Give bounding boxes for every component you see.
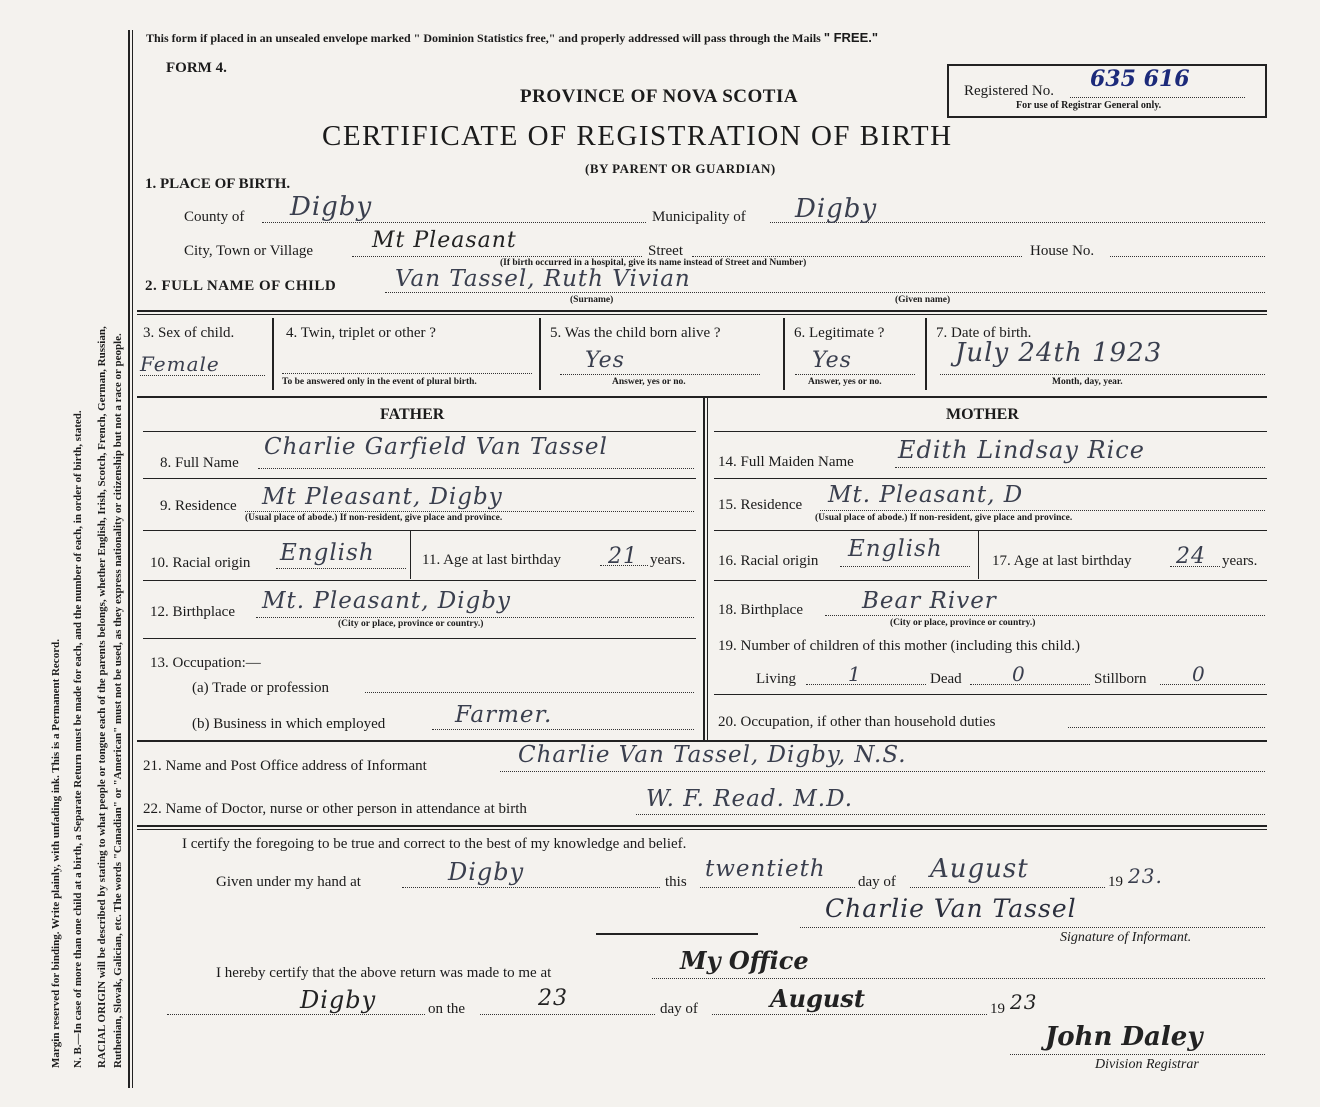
- divider-4: [137, 825, 1267, 827]
- margin-note-racial-origin-2: Ruthenian, Slovak, Galician, etc. The words "Canadian" or "American" must not be used, as they express nationality or citizenship but not a race or people.: [112, 333, 124, 1068]
- cert-year-prefix: 19: [1108, 874, 1123, 890]
- sex-value: Female: [140, 352, 220, 376]
- father-heading: FATHER: [380, 406, 445, 423]
- mother-heading: MOTHER: [946, 406, 1019, 423]
- registrar-signature-line: [1010, 1054, 1265, 1055]
- registrar-day-line: [480, 1014, 655, 1015]
- living-label: Living: [756, 671, 796, 687]
- father-row-rule-4: [143, 638, 696, 639]
- county-value: Digby: [290, 192, 373, 222]
- children-count-label: 19. Number of children of this mother (including this child.): [718, 638, 1081, 654]
- doctor-label: 22. Name of Doctor, nurse or other person in attendance at birth: [143, 801, 527, 817]
- surname-note: (Surname): [570, 295, 614, 305]
- father-trade-line: [365, 692, 694, 693]
- legitimate-note: Answer, yes or no.: [808, 377, 882, 387]
- father-birthplace-line: [256, 617, 694, 618]
- dob-label: 7. Date of birth.: [936, 325, 1032, 341]
- registrar-place-line: [167, 1014, 425, 1015]
- parents-divider-1: [703, 396, 705, 740]
- father-residence-line: [245, 511, 694, 512]
- father-name-label: 8. Full Name: [160, 455, 239, 471]
- hospital-note: (If birth occurred in a hospital, give its name instead of Street and Number): [500, 258, 807, 268]
- father-birthplace-label: 12. Birthplace: [150, 604, 235, 620]
- father-race-line: [276, 568, 406, 569]
- city-line: [352, 256, 642, 257]
- dead-value: 0: [1012, 662, 1026, 686]
- mother-residence-label: 15. Residence: [718, 497, 803, 513]
- mother-birthplace-note: (City or place, province or country.): [890, 618, 1036, 628]
- father-business-line: [432, 729, 694, 730]
- father-residence-label: 9. Residence: [160, 498, 237, 514]
- mother-occupation-line: [1068, 727, 1265, 728]
- given-under-label: Given under my hand at: [216, 874, 361, 890]
- registrar-year-prefix: 19: [990, 1001, 1005, 1017]
- registrar-statement: I hereby certify that the above return was made to me at: [216, 965, 552, 981]
- father-birthplace-value: Mt. Pleasant, Digby: [262, 588, 511, 614]
- father-occupation-label: 13. Occupation:—: [150, 655, 261, 671]
- mother-residence-value: Mt. Pleasant, D: [828, 482, 1024, 508]
- informant-line: [500, 771, 1265, 772]
- cert-month-line: [910, 887, 1105, 888]
- col-divider-c: [783, 318, 785, 390]
- twin-line: [282, 373, 532, 374]
- father-business-label: (b) Business in which employed: [192, 716, 386, 732]
- mother-birthplace-label: 18. Birthplace: [718, 602, 803, 618]
- county-line: [262, 222, 646, 223]
- alive-note: Answer, yes or no.: [612, 377, 686, 387]
- mother-name-label: 14. Full Maiden Name: [718, 454, 854, 470]
- cert-day-value: twentieth: [705, 856, 826, 882]
- registrar-office-value: My Office: [680, 946, 809, 975]
- city-label: City, Town or Village: [184, 243, 314, 259]
- stillborn-line: [1160, 684, 1265, 685]
- father-business-value: Farmer.: [455, 702, 553, 728]
- margin-note-binding: Margin reserved for binding. Write plainly, with unfading ink. This is a Permanent Record.: [50, 639, 62, 1068]
- sex-label: 3. Sex of child.: [143, 325, 235, 341]
- mother-years-label: years.: [1222, 553, 1258, 569]
- alive-label: 5. Was the child born alive ?: [550, 325, 721, 341]
- margin-note-racial-origin: RACIAL ORIGIN will be described by stating to what people or tongue each of the parents belongs, whether English, Irish, Scotch, French, German, Russian,: [96, 326, 108, 1068]
- father-row-rule-1: [143, 478, 696, 479]
- cert-day-of-label: day of: [858, 874, 896, 890]
- registrar-on-the-label: on the: [428, 1001, 466, 1017]
- divider-4b: [137, 829, 1267, 830]
- doctor-value: W. F. Read. M.D.: [646, 786, 854, 812]
- mail-notice-text: This form if placed in an unsealed envelope marked " Dominion Statistics free," and properly addressed will pass through the Mails: [146, 31, 821, 45]
- this-label: this: [665, 874, 687, 890]
- col-divider-a: [272, 318, 274, 390]
- living-line: [806, 684, 926, 685]
- father-name-value: Charlie Garfield Van Tassel: [264, 434, 608, 460]
- certificate-title: CERTIFICATE OF REGISTRATION OF BIRTH: [322, 120, 953, 152]
- parents-divider-2: [707, 396, 708, 740]
- col-divider-b: [539, 318, 541, 390]
- signature-informant-label: Signature of Informant.: [1060, 930, 1192, 945]
- mother-heading-rule: [714, 431, 1267, 432]
- certification-statement: I certify the foregoing to be true and correct to the best of my knowledge and belief.: [182, 836, 687, 852]
- mother-row-rule-1: [714, 478, 1267, 479]
- municipality-value: Digby: [795, 194, 878, 224]
- child-name-value: Van Tassel, Ruth Vivian: [395, 266, 691, 292]
- certificate-subtitle: (BY PARENT OR GUARDIAN): [585, 161, 776, 176]
- child-name-line: [385, 292, 1265, 293]
- mother-row-rule-4: [714, 694, 1267, 695]
- mother-occupation-label: 20. Occupation, if other than household duties: [718, 714, 996, 730]
- dead-line: [970, 684, 1090, 685]
- col-divider-d: [925, 318, 927, 390]
- cert-year-value: 23.: [1128, 864, 1163, 888]
- father-years-label: years.: [650, 552, 686, 568]
- father-row-rule-2: [143, 530, 696, 531]
- dob-value: July 24th 1923: [955, 338, 1163, 368]
- father-heading-rule: [143, 431, 696, 432]
- twin-note: To be answered only in the event of plural birth.: [282, 377, 477, 387]
- informant-signature-line: [800, 927, 1265, 928]
- place-of-birth-heading: 1. PLACE OF BIRTH.: [145, 176, 291, 192]
- cert-month-value: August: [930, 854, 1029, 884]
- alive-line: [560, 374, 760, 375]
- divider-1b: [137, 314, 1267, 315]
- given-place-value: Digby: [448, 858, 525, 886]
- house-number-line: [1110, 256, 1265, 257]
- city-value: Mt Pleasant: [372, 228, 517, 253]
- mother-race-label: 16. Racial origin: [718, 553, 819, 569]
- mother-residence-note: (Usual place of abode.) If non-resident, give place and province.: [815, 513, 1073, 523]
- form-number: FORM 4.: [166, 60, 227, 76]
- certification-separator: [596, 933, 758, 935]
- given-place-line: [402, 887, 660, 888]
- mother-row-rule-2: [714, 530, 1267, 531]
- legitimate-value: Yes: [812, 348, 852, 373]
- cert-day-line: [700, 887, 855, 888]
- mother-age-value: 24: [1176, 544, 1206, 569]
- informant-value: Charlie Van Tassel, Digby, N.S.: [518, 742, 907, 768]
- father-birthplace-note: (City or place, province or country.): [338, 619, 484, 629]
- registered-number-value: 635 616: [1090, 66, 1190, 92]
- father-race-label: 10. Racial origin: [150, 555, 251, 571]
- divider-2: [137, 396, 1267, 398]
- father-race-divider: [410, 531, 411, 579]
- twin-label: 4. Twin, triplet or other ?: [286, 325, 436, 341]
- street-line: [692, 256, 1022, 257]
- mother-residence-line: [820, 510, 1265, 511]
- registered-number-line: [1070, 97, 1245, 98]
- dob-line: [940, 374, 1265, 375]
- dob-note: Month, day, year.: [1052, 377, 1123, 387]
- registrar-year-value: 23: [1010, 990, 1038, 1014]
- mail-notice: [146, 30, 878, 46]
- province-heading: PROVINCE OF NOVA SCOTIA: [520, 86, 799, 107]
- registrar-day-of-label: day of: [660, 1001, 698, 1017]
- mother-name-line: [895, 467, 1265, 468]
- margin-border: [128, 30, 130, 1088]
- divider-1: [137, 310, 1267, 312]
- margin-border-inner: [132, 30, 133, 1088]
- mother-name-value: Edith Lindsay Rice: [898, 436, 1145, 464]
- street-label: Street: [648, 243, 683, 259]
- living-value: 1: [848, 662, 862, 686]
- division-registrar-label: Division Registrar: [1095, 1057, 1199, 1072]
- mother-race-value: English: [848, 536, 943, 562]
- father-trade-label: (a) Trade or profession: [192, 680, 330, 696]
- registrar-note: For use of Registrar General only.: [1016, 100, 1162, 111]
- registrar-office-line: [652, 978, 1265, 979]
- dead-label: Dead: [930, 671, 962, 687]
- doctor-line: [636, 814, 1265, 815]
- child-name-label: 2. FULL NAME OF CHILD: [145, 278, 337, 294]
- stillborn-value: 0: [1192, 662, 1206, 686]
- father-age-value: 21: [608, 544, 638, 569]
- registrar-place-value: Digby: [300, 986, 377, 1014]
- father-name-line: [258, 468, 694, 469]
- mother-row-rule-3: [714, 580, 1267, 581]
- free-label: " FREE.": [823, 30, 879, 45]
- stillborn-label: Stillborn: [1094, 671, 1147, 687]
- registered-number-label: Registered No.: [964, 83, 1054, 99]
- registrar-day-value: 23: [538, 986, 568, 1011]
- father-race-value: English: [280, 540, 375, 566]
- mother-race-line: [840, 566, 970, 567]
- father-residence-value: Mt Pleasant, Digby: [262, 484, 503, 510]
- municipality-label: Municipality of: [652, 209, 746, 225]
- legitimate-label: 6. Legitimate ?: [794, 325, 885, 341]
- registrar-signature: John Daley: [1045, 1022, 1203, 1052]
- registrar-month-value: August: [770, 984, 865, 1013]
- alive-value: Yes: [585, 348, 625, 373]
- mother-birthplace-value: Bear River: [862, 588, 997, 614]
- county-label: County of: [184, 209, 245, 225]
- father-row-rule-3: [143, 580, 696, 581]
- informant-signature: Charlie Van Tassel: [825, 894, 1077, 923]
- mother-race-divider: [978, 531, 979, 579]
- father-age-label: 11. Age at last birthday: [422, 552, 561, 568]
- margin-note-multiple-births: N. B.—In case of more than one child at a birth, a Separate Return must be made for each, and the number of each, in order of birth, stated.: [72, 410, 84, 1068]
- father-residence-note: (Usual place of abode.) If non-resident, give place and province.: [245, 513, 503, 523]
- registrar-month-line: [712, 1014, 987, 1015]
- informant-label: 21. Name and Post Office address of Informant: [143, 758, 427, 774]
- mother-birthplace-line: [825, 615, 1265, 616]
- house-number-label: House No.: [1030, 243, 1095, 259]
- given-name-note: (Given name): [895, 295, 951, 305]
- legitimate-line: [795, 374, 915, 375]
- mother-age-label: 17. Age at last birthday: [992, 553, 1132, 569]
